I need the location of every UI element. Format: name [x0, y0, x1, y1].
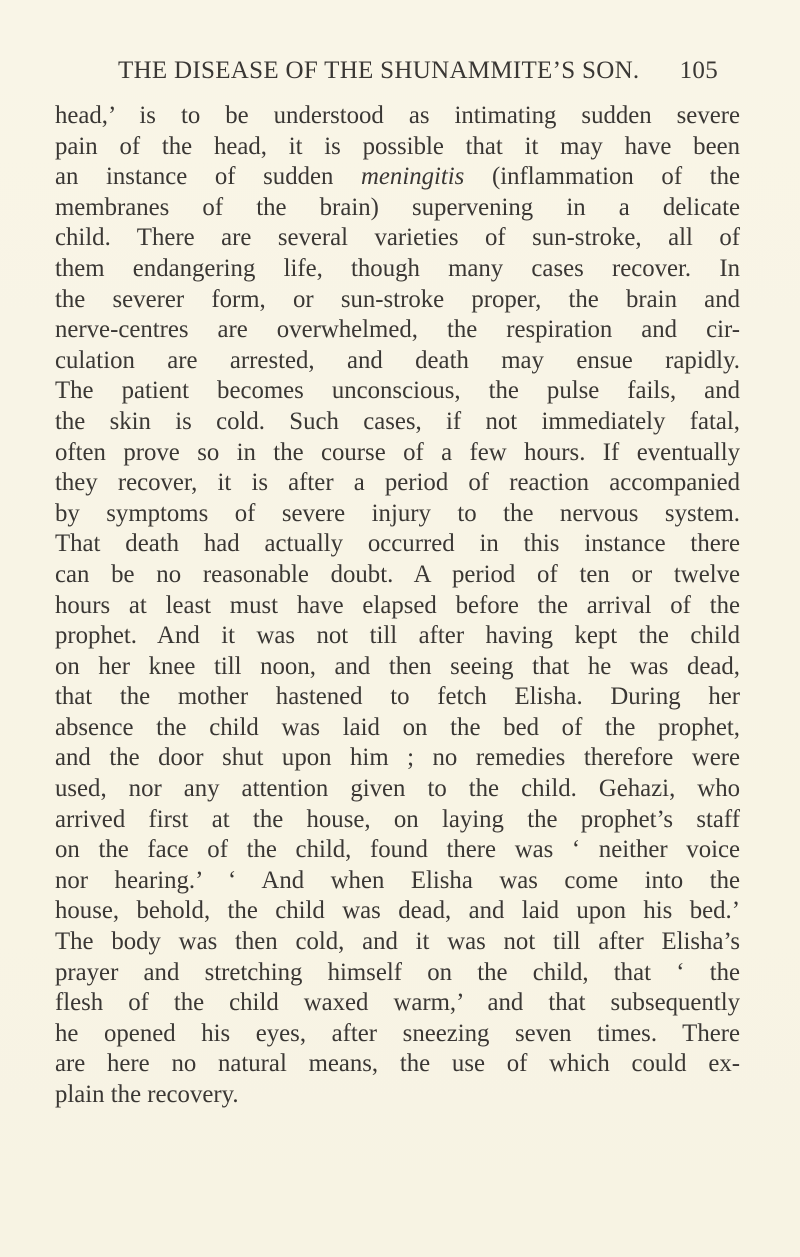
- text-line: flesh of the child waxed warm,’ and that subsequently: [55, 989, 740, 1017]
- text-line: the skin is cold. Such cases, if not immediately fatal,: [55, 407, 740, 435]
- text-line: culation are arrested, and death may ensue rapidly.: [55, 346, 740, 374]
- text-line: child. There are several varieties of sun-stroke, all of: [55, 224, 740, 252]
- text-line: absence the child was laid on the bed of the prophet,: [55, 713, 740, 741]
- running-head: [118, 57, 718, 91]
- text-line: often prove so in the course of a few hours. If eventually: [55, 438, 740, 466]
- text-line: prophet. And it was not till after having kept the child: [55, 622, 740, 650]
- text-line: head,’ is to be understood as intimating sudden severe: [55, 102, 740, 129]
- text-line: on the face of the child, found there was ‘ neither voice: [55, 836, 740, 864]
- text-line: can be no reasonable doubt. A period of ten or twelve: [55, 560, 740, 588]
- text-line: That death had actually occurred in this instance there: [55, 530, 740, 558]
- text-line: that the mother hastened to fetch Elisha. During her: [55, 683, 740, 711]
- text-line: the severer form, or sun-stroke proper, the brain and: [55, 285, 740, 313]
- text-line: membranes of the brain) supervening in a delicate: [55, 193, 740, 221]
- text-line: nerve-centres are overwhelmed, the respiration and cir-: [55, 316, 740, 344]
- text-line: he opened his eyes, after sneezing seven times. There: [55, 1019, 740, 1047]
- text-line: house, behold, the child was dead, and laid upon his bed.’: [55, 897, 740, 925]
- text-line: plain the recovery.: [55, 1081, 239, 1108]
- running-head-title: THE DISEASE OF THE SHUNAMMITE’S SON.: [118, 57, 640, 84]
- text-line: The patient becomes unconscious, the pulse fails, and: [55, 377, 740, 405]
- text-line: them endangering life, though many cases recover. In: [55, 254, 740, 282]
- text-line: on her knee till noon, and then seeing that he was dead,: [55, 652, 740, 680]
- text-line: are here no natural means, the use of which could ex-: [55, 1050, 740, 1078]
- text-line: hours at least must have elapsed before the arrival of the: [55, 591, 740, 619]
- text-line: nor hearing.’ ‘ And when Elisha was come into the: [55, 866, 740, 894]
- text-line: by symptoms of severe injury to the nervous system.: [55, 499, 740, 527]
- text-line: pain of the head, it is possible that it may have been: [55, 132, 740, 160]
- text-line: used, nor any attention given to the child. Gehazi, who: [55, 775, 740, 803]
- text-line: they recover, it is after a period of reaction accompanied: [55, 469, 740, 497]
- text-line: an instance of sudden meningitis (inflammation of the: [55, 163, 740, 191]
- text-line: arrived first at the house, on laying the prophet’s staff: [55, 805, 740, 833]
- text-line: prayer and stretching himself on the child, that ‘ the: [55, 958, 740, 986]
- page-number: 105: [679, 57, 718, 84]
- body-paragraph: [55, 101, 740, 1111]
- text-line: The body was then cold, and it was not till after Elisha’s: [55, 928, 740, 956]
- italic-term: meningitis: [361, 163, 465, 191]
- text-line: and the door shut upon him ; no remedies therefore were: [55, 744, 740, 772]
